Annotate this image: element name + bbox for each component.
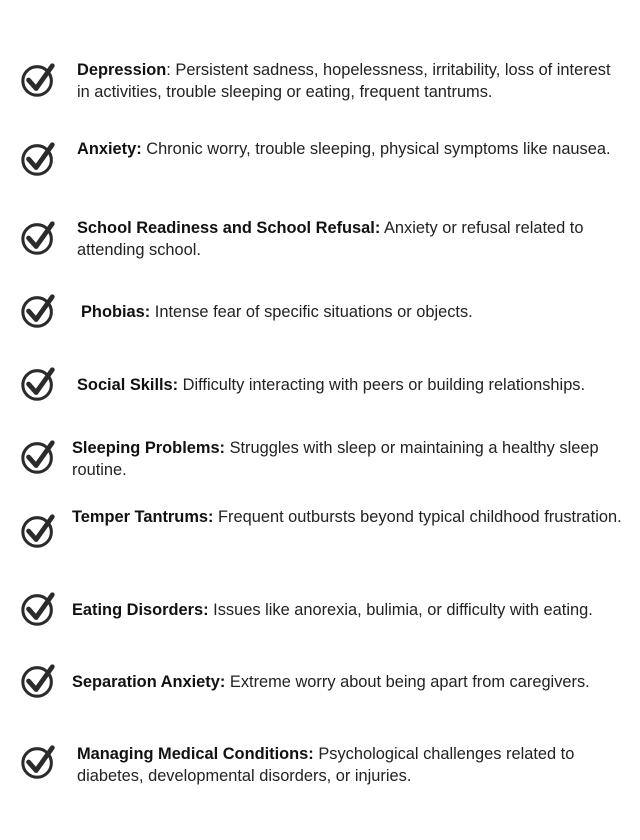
list-item-description: Intense fear of specific situations or objects. <box>150 303 473 321</box>
list-item-text <box>77 138 627 160</box>
list-item-term: Separation Anxiety: <box>72 673 226 691</box>
list-item-description: Struggles with sleep or maintaining a healthy sleep routine. <box>72 439 599 479</box>
list-item-text <box>72 599 637 621</box>
list-item-description: Difficulty interacting with peers or building relationships. <box>178 376 586 394</box>
list-item-term: Phobias: <box>81 303 151 321</box>
list-item-term: Social Skills: <box>77 376 179 394</box>
list-item-text <box>72 671 632 693</box>
check-circle-icon <box>20 512 58 550</box>
list-item-text <box>77 217 627 261</box>
list-item-description: Psychological challenges related to diabetes, developmental disorders, or injuries. <box>77 745 575 785</box>
list-item-term: Managing Medical Conditions: <box>77 745 314 763</box>
list-item-text <box>77 374 637 396</box>
list-item-text <box>77 743 627 787</box>
list-item-text <box>72 437 632 481</box>
list-item-term: School Readiness and School Refusal: <box>77 219 381 237</box>
list-item-description: Extreme worry about being apart from caregivers. <box>225 673 590 691</box>
list-item-term: Depression <box>77 61 167 79</box>
list-item-text <box>77 59 627 103</box>
check-circle-icon <box>20 219 58 257</box>
list-item-text <box>81 301 631 323</box>
list-item-description: Issues like anorexia, bulimia, or difficulty with eating. <box>208 601 593 619</box>
list-item-term: Temper Tantrums: <box>72 508 214 526</box>
check-circle-icon <box>20 438 58 476</box>
check-circle-icon <box>20 140 58 178</box>
list-item-term: Sleeping Problems: <box>72 439 226 457</box>
list-item-description: Frequent outbursts beyond typical childhood frustration. <box>213 508 622 526</box>
check-circle-icon <box>20 365 58 403</box>
check-circle-icon <box>20 662 58 700</box>
list-item-text <box>72 506 622 528</box>
list-item-term: Eating Disorders: <box>72 601 209 619</box>
list-item-term: Anxiety: <box>77 140 142 158</box>
check-circle-icon <box>20 61 58 99</box>
check-circle-icon <box>20 743 58 781</box>
check-circle-icon <box>20 590 58 628</box>
check-circle-icon <box>20 292 58 330</box>
list-item-description: Anxiety or refusal related to attending school. <box>77 219 584 259</box>
list-item-description: Chronic worry, trouble sleeping, physical symptoms like nausea. <box>141 140 611 158</box>
list-item-description: : Persistent sadness, hopelessness, irritability, loss of interest in activities, trouble sleeping or eating, frequent tantrums. <box>77 61 611 101</box>
